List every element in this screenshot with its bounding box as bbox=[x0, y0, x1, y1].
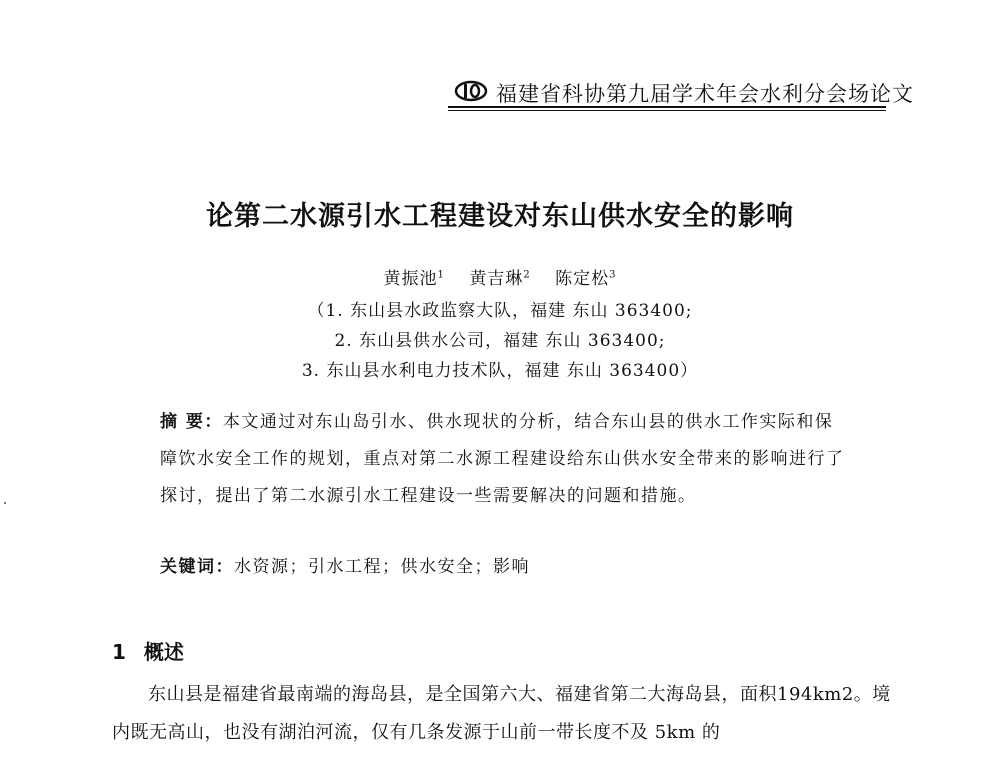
author-affiliation-mark: 1 bbox=[437, 269, 445, 281]
author bbox=[555, 269, 616, 289]
author-affiliation-mark: 2 bbox=[523, 269, 531, 281]
affiliation-line: 2. 东山县供水公司，福建 东山 363400; bbox=[334, 331, 666, 351]
section-number: 1 bbox=[112, 640, 126, 664]
section-paragraph: 东山县是福建省最南端的海岛县，是全国第六大、福建省第二大海岛县，面积194km2。境内既无高山，也没有湖泊河流，仅有几条发源于山前一带长度不及 5km 的 bbox=[112, 684, 891, 743]
keywords-text: 水资源；引水工程；供水安全；影响 bbox=[234, 557, 530, 577]
abstract bbox=[160, 404, 850, 515]
author-affiliation-mark: 3 bbox=[609, 269, 617, 281]
scan-speck bbox=[4, 502, 6, 504]
author-name: 陈定松 bbox=[555, 269, 610, 289]
keywords-label: 关键词： bbox=[160, 557, 234, 577]
abstract-text: 本文通过对东山岛引水、供水现状的分析，结合东山县的供水工作实际和保障饮水安全工作的规划，重点对第二水源工程建设给东山供水安全带来的影响进行了探讨，提出了第二水源引水工程建设一些需要解决的问题和措施。 bbox=[160, 412, 845, 506]
paper-title: 论第二水源引水工程建设对东山供水安全的影响 bbox=[206, 201, 794, 232]
running-header bbox=[448, 70, 914, 110]
header-rule bbox=[448, 106, 886, 108]
author-list bbox=[0, 264, 1000, 289]
author bbox=[469, 269, 530, 289]
author-name: 黄吉琳 bbox=[469, 269, 524, 289]
affiliation-line: 3. 东山县水利电力技术队，福建 东山 363400） bbox=[301, 361, 699, 381]
affiliation-line: （1. 东山县水政监察大队，福建 东山 363400; bbox=[307, 301, 693, 321]
section-title: 概述 bbox=[143, 640, 184, 664]
running-title: 福建省科协第九届学术年会水利分会场论文 bbox=[496, 82, 914, 106]
abstract-label: 摘 要： bbox=[160, 412, 223, 432]
section-heading bbox=[112, 636, 184, 665]
author bbox=[384, 269, 445, 289]
conference-logo-icon bbox=[454, 80, 488, 102]
author-name: 黄振池 bbox=[383, 269, 438, 289]
header-rule-thin bbox=[448, 110, 886, 111]
keywords bbox=[160, 552, 850, 577]
